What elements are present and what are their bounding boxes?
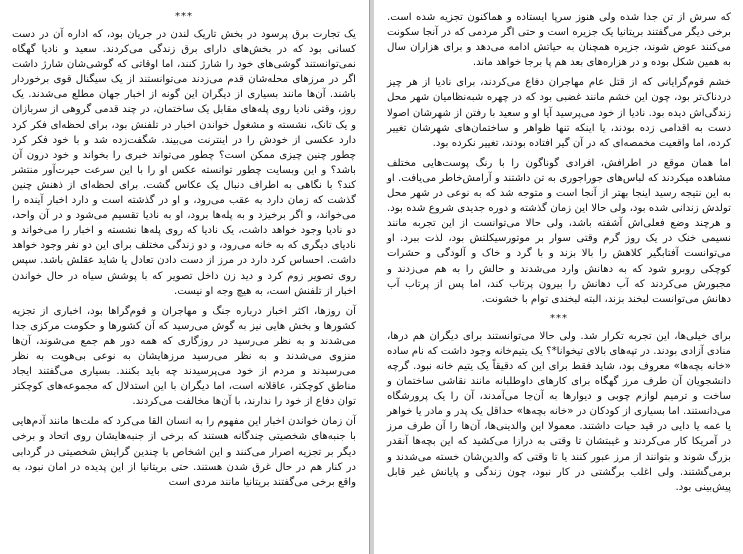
right-paragraph-3: اما همان موقع در اطرافش، افرادی گوناگون را با رنگ پوست‌هایی مختلف مشاهده میکردند که لباس‌های جوراجوری به تن داشتند و آرامش‌خاطر می‌یافت. او به این نتیجه رسید اینجا بهتر از آنجا است و متوجه شد که به نوعی در شهر محل تولدش زندانی شده بود، ولی حالا این زمان گذشته و دوره جدیدی شروع شده بود. و هرچند وضع فعلی‌اش آشفته باشد، ولی حالا می‌توانست از این تجربه مانند نسیمی خنک در یک روز گرم وقتی سوار بر موتورسیکلتش بود، لذت ببرد. او می‌توانست آفتابگیر کلاهش را بالا بزند و با گرد و خاک و آلودگی و حشرات کوچکی روبرو شود که به دهانش وارد می‌شدند و حالش را به هم می‌زدند و مجبورش می‌کردند که آب دهانش را بیرون پرتاب کند، اما پس از پرتاب آب دهانش می‌توانست لبخند بزند، البته لبخندی توام با خشونت. <box>387 157 731 305</box>
left-paragraph-3: آن زمان خواندن اخبار این مفهوم را به انسان القا می‌کرد که ملت‌ها مانند آدم‌هایی با جنبه‌های شخصیتی چندگانه هستند که برخی از جنبه‌هایشان روی اتحاد و برخی دیگر بر تجزیه اصرار می‌کنند و این اشخاص با چندین گرایش شخصیتی در گردابی در کنار هم در حال غرق شدن هستند. حتی بریتانیا از این پدیده در امان نبود، به واقع برخی می‌گفتند بریتانیا مانند مردی است <box>12 416 356 488</box>
right-paragraph-2: خشم قوم‌گرایانی که از قتل عام مهاجران دفاع می‌کردند، برای نادیا از هر چیز دردناک‌تر بود، چون این خشم مانند غضبی بود که در چهره شبه‌نظامیان شهر محل زندگی‌اش دیده بود. نادیا از خود می‌پرسید آیا او و سعید با رفتن از شهرشان اصولا دست به اقدامی زده بودند، یا اینکه تنها ظواهر و ساختمان‌های شهرشان تغییر کرده، اما واقعیت مخمصه‌ای که در آن گیر افتاده بودند، تغییر نکرده بود. <box>387 77 731 149</box>
right-page <box>374 0 743 554</box>
left-page <box>0 0 370 554</box>
left-paragraph-1: یک تجارت برق پرسود در بخش تاریک لندن در جریان بود، که اداره آن در دست کسانی بود که در بخش‌های دارای برق زندگی می‌کردند. سعید و نادیا گهگاه نمی‌توانستند گوشی‌های خود را شارژ کنند، اما اوقاتی که گوشی‌شان شارژ داشت اگر در مرزهای محله‌شان قدم می‌زدند می‌توانستند از یک سیگنال قوی برخوردار باشند. آن‌ها مانند بسیاری از دیگران این گونه از اخبار جهان مطلع می‌شدند. یک روز، وقتی نادیا روی پله‌های مقابل یک ساختمان، در چند قدمی گروهی از سربازان و یک تانک، نشسته و مشغول خواندن اخبار در تلفنش بود، برای لحظه‌ای فکر کرد دارد عکسی از خودش را در اینترنت می‌بیند. شگفت‌زده شد و با خود فکر کرد چطور چنین چیزی ممکن است؟ چطور می‌تواند خبری را بخواند و خود درون آن باشد؟ و این وبسایت چطور توانسته عکس او را با این سرعت حیرت‌آور منتشر کند؟ با نگاهی به اطراف دنبال یک عکاس گشت. برای لحظه‌ای از ذهنش چنین گذشت که زمان دارد به عقب می‌رود، و او در گذشته است و دارد اخبار آینده را می‌خواند، و اگر برخیزد و به پله‌ها برود، او به نادیا تقسیم می‌شود و در آن واحد، دو نادیا وجود خواهد داشت، یک نادیا که روی پله‌ها نشسته و اخبار را می‌خواند و نادیای دیگری که به خانه می‌رود، و دو زندگی مختلف برای این دو نفر وجود خواهد داشت. احساس کرد دارد در مرز از دست دادن تعادل یا شاید عقلش باشد. سپس روی تصویر زوم کرد و دید زن داخل تصویر که با پوشش سیاه در حال خواندن اخبار از تلفنش است، به هیچ وجه او نیست. <box>12 29 356 297</box>
left-paragraph-2: آن روزها، اکثر اخبار درباره جنگ و مهاجران و قوم‌گراها بود، اخباری از تجزیه کشورها و بخش هایی نیز به گوش می‌رسید که آن کشورها و حکومت مرکزی جدا می‌شدند و به نظر می‌رسید در روزگاری که همه دور هم جمع می‌شوند، آن‌ها منزوی می‌شدند و به نظر می‌رسید مرزهایشان به نوعی بی‌هویت به نظر می‌رسیدند و مردم از خود می‌پرسیدند چه باید بکنند. بسیاری می‌گفتند ایجاد مناطق کوچکتر، عاقلانه است، اما دیگران با این استدلال که مجموعه‌های کوچکتر توان دفاع از خود را ندارند، با آن‌ها مخالفت می‌کردند. <box>12 305 356 408</box>
section-separator: *** <box>175 11 193 22</box>
section-separator: *** <box>550 312 568 324</box>
right-paragraph-4: برای خیلی‌ها، این تجربه تکرار شد. ولی حالا می‌توانستند برای دیگران هم درها، منادی آزادی بودند. در تپه‌های بالای تیخوانا*؟ یک یتیم‌خانه وجود داشت که نام ساده «خانه بچه‌ها» معروف بود، شاید فقط برای این که دقیقاً یک یتیم خانه نبود. گرچه دانشجویان آن طرف مرز گهگاه برای کارهای داوطلبانه مانند نقاشی ساختمان و ساخت و ترمیم لوازم چوبی و دیوارها به آن‌جا می‌آمدند، آن را یک پرورشگاه می‌دانستند. اما بسیاری از کودکان در «خانه بچه‌ها» حداقل یک پدر و مادر یا خواهر یا عمه یا دایی در قید حیات داشتند. معمولا این والدینی‌ها، آن‌ها را آن طرف مرز در آمریکا کار می‌کردند و غیبتشان تا وقتی به درازا می‌کشید که این بچه‌ها آنقدر بزرگ شوند و بتوانند از مرز عبور کنند یا تا وقتی که والدین‌شان خسته می‌شدند و برمی‌گشتند. ولی اغلب برگشتی در کار نبود، چون زندگی و پایانش غیر قابل پیش‌بینی بود. <box>387 330 731 493</box>
right-paragraph-1: که سرش از تن جدا شده ولی هنوز سرپا ایستاده و هماکنون تجزیه شده است. برخی دیگر می‌گفتند بریتانیا یک جزیره است و حتی اگر مردمی که در آنجا سکونت می‌کنند عوض شوند، جزیره همچنان به حیاتش ادامه می‌دهد و برای هزاران سال به همین شکل بوده و در هزاره‌های بعد هم پا برجا خواهد ماند. <box>387 12 731 69</box>
